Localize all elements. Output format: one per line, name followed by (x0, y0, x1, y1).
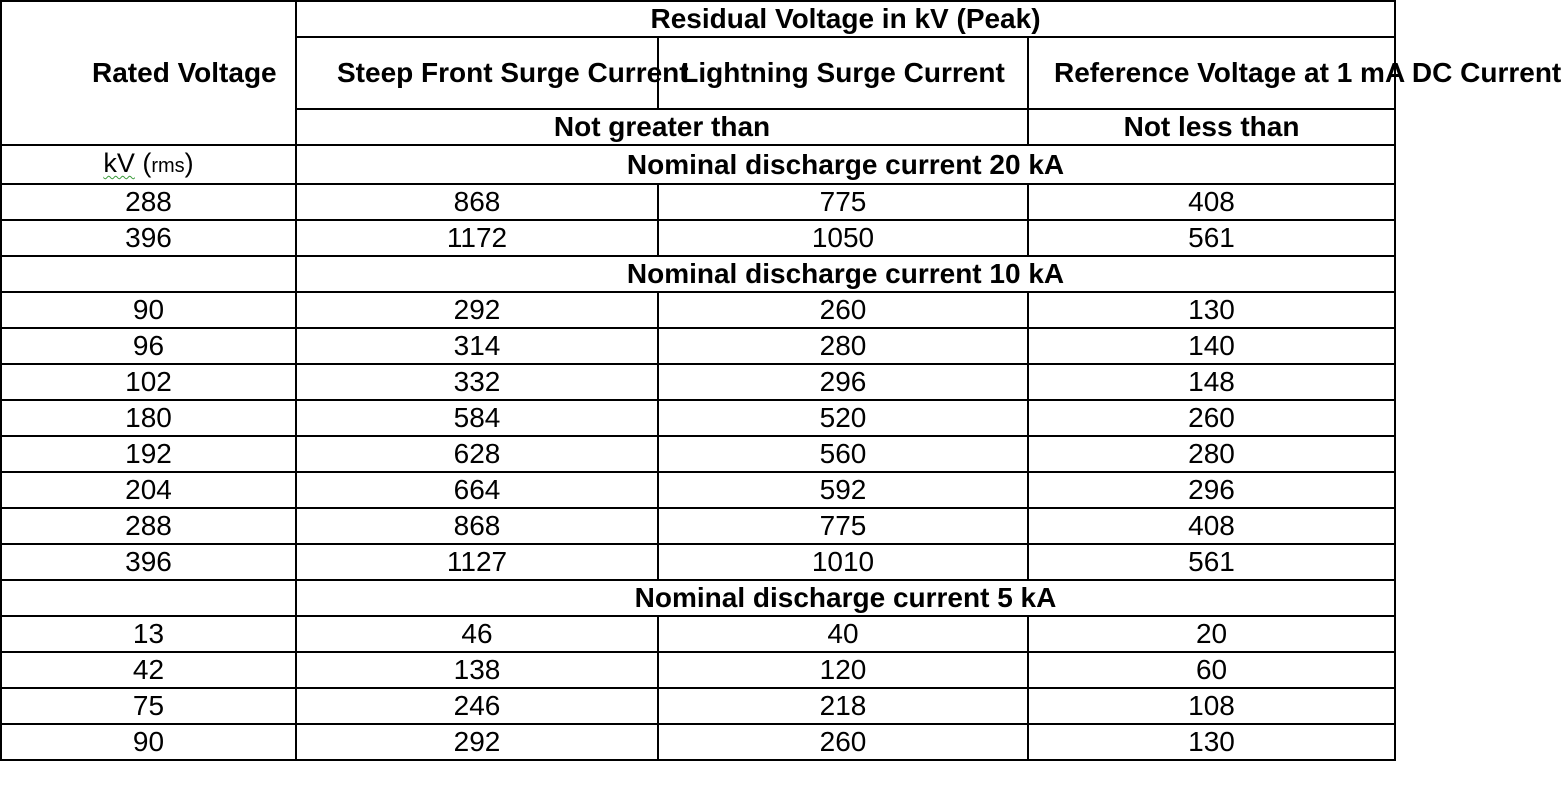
lightning-surge-cell: 592 (658, 472, 1028, 508)
unit-cell: kV (rms) (1, 145, 296, 184)
section-row (1, 256, 1395, 292)
rated-voltage-cell: 90 (1, 292, 296, 328)
header-row-1 (1, 1, 1395, 37)
rated-voltage-cell: 102 (1, 364, 296, 400)
reference-voltage-cell: 561 (1028, 220, 1395, 256)
residual-voltage-header: Residual Voltage in kV (Peak) (296, 1, 1395, 37)
table-body (1, 1, 1561, 760)
reference-voltage-cell: 260 (1028, 400, 1395, 436)
table-row (1, 328, 1395, 364)
table-row (1, 436, 1395, 472)
reference-voltage-cell: 130 (1028, 292, 1395, 328)
reference-voltage-cell: 296 (1028, 472, 1395, 508)
steep-front-cell: 292 (296, 292, 658, 328)
lightning-surge-cell: 280 (658, 328, 1028, 364)
rated-voltage-cell: 396 (1, 544, 296, 580)
rated-voltage-cell: 288 (1, 184, 296, 220)
reference-voltage-cell: 561 (1028, 544, 1395, 580)
steep-front-cell: 1172 (296, 220, 658, 256)
lightning-surge-cell: 40 (658, 616, 1028, 652)
steep-front-cell: 292 (296, 724, 658, 760)
steep-front-cell: 46 (296, 616, 658, 652)
section-title: Nominal discharge current 10 kA (296, 256, 1395, 292)
steep-front-cell: 868 (296, 508, 658, 544)
reference-voltage-cell: 280 (1028, 436, 1395, 472)
reference-voltage-cell: 408 (1028, 184, 1395, 220)
rated-voltage-cell: 75 (1, 688, 296, 724)
reference-voltage-cell: 140 (1028, 328, 1395, 364)
lightning-surge-cell: 260 (658, 724, 1028, 760)
unit-kv: kV (103, 148, 135, 178)
not-less-than-header: Not less than (1028, 109, 1395, 145)
table-row (1, 616, 1395, 652)
steep-front-cell: 138 (296, 652, 658, 688)
rated-voltage-cell: 13 (1, 616, 296, 652)
table-row (1, 508, 1395, 544)
table-row (1, 544, 1395, 580)
lightning-surge-cell: 218 (658, 688, 1028, 724)
rated-voltage-cell: 180 (1, 400, 296, 436)
lightning-surge-cell: 120 (658, 652, 1028, 688)
table-row (1, 184, 1395, 220)
rated-voltage-header: Rated Voltage (1, 1, 296, 145)
steep-front-cell: 314 (296, 328, 658, 364)
steep-front-cell: 628 (296, 436, 658, 472)
steep-front-cell: 332 (296, 364, 658, 400)
rated-voltage-cell: 288 (1, 508, 296, 544)
table-row (1, 364, 1395, 400)
lightning-surge-cell: 520 (658, 400, 1028, 436)
lightning-surge-header: Lightning Surge Current (658, 37, 1028, 109)
section-row (1, 580, 1395, 616)
section-row (1, 145, 1395, 184)
table-row (1, 400, 1395, 436)
steep-front-cell: 664 (296, 472, 658, 508)
steep-front-header: Steep Front Surge Current (296, 37, 658, 109)
steep-front-cell: 868 (296, 184, 658, 220)
table-row (1, 292, 1395, 328)
lightning-surge-cell: 1010 (658, 544, 1028, 580)
lightning-surge-cell: 1050 (658, 220, 1028, 256)
steep-front-cell: 1127 (296, 544, 658, 580)
not-greater-than-header: Not greater than (296, 109, 1028, 145)
rated-voltage-cell: 192 (1, 436, 296, 472)
reference-voltage-cell: 20 (1028, 616, 1395, 652)
section-blank-cell (1, 580, 296, 616)
lightning-surge-cell: 560 (658, 436, 1028, 472)
rated-voltage-cell: 204 (1, 472, 296, 508)
reference-voltage-cell: 148 (1028, 364, 1395, 400)
lightning-surge-cell: 296 (658, 364, 1028, 400)
steep-front-cell: 246 (296, 688, 658, 724)
section-title: Nominal discharge current 20 kA (296, 145, 1395, 184)
steep-front-cell: 584 (296, 400, 658, 436)
reference-voltage-cell: 130 (1028, 724, 1395, 760)
table-row (1, 724, 1395, 760)
rated-voltage-cell: 42 (1, 652, 296, 688)
table-row (1, 220, 1395, 256)
lightning-surge-cell: 775 (658, 508, 1028, 544)
lightning-surge-cell: 260 (658, 292, 1028, 328)
rated-voltage-cell: 96 (1, 328, 296, 364)
section-blank-cell (1, 256, 296, 292)
reference-voltage-cell: 408 (1028, 508, 1395, 544)
reference-voltage-cell: 108 (1028, 688, 1395, 724)
lightning-surge-cell: 775 (658, 184, 1028, 220)
rated-voltage-cell: 396 (1, 220, 296, 256)
table-row (1, 688, 1395, 724)
table-row (1, 472, 1395, 508)
section-title: Nominal discharge current 5 kA (296, 580, 1395, 616)
reference-voltage-cell: 60 (1028, 652, 1395, 688)
rated-voltage-cell: 90 (1, 724, 296, 760)
unit-rms: rms (151, 155, 185, 177)
table-row (1, 652, 1395, 688)
reference-voltage-header: Reference Voltage at 1 mA DC Current (1028, 37, 1395, 109)
